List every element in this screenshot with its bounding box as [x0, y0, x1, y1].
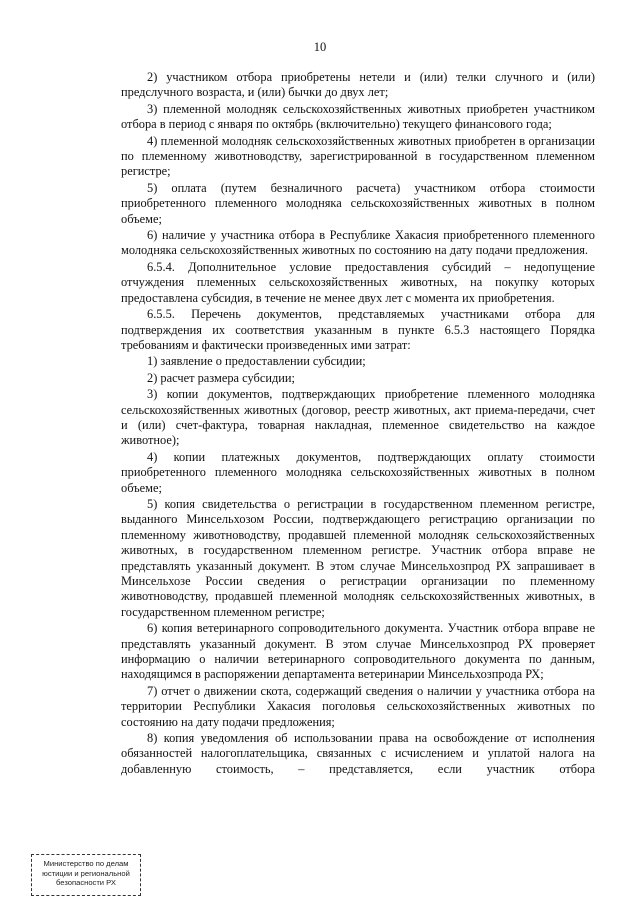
paragraph-item-2: 2) участником отбора приобретены нетели и (или) телки случного и (или) предслучного возраста, и (или) бычки до двух лет; [121, 70, 595, 100]
doc-list-item-2: 2) расчет размера субсидии; [147, 370, 295, 385]
paragraph-item-3: 3) племенной молодняк сельскохозяйственных животных приобретен участником отбора в период с января по октябрь (включительно) текущего финансового года; [121, 101, 595, 132]
doc-list-item-3: 3) копии документов, подтверждающих приобретение племенного молодняка сельскохозяйственных животных (договор, реестр животных, акт приема-передачи, счет и (или) счет-фактура, товарная накладная, племенное свидетельство на каждое животное); [121, 387, 595, 448]
doc-list-item-1: 1) заявление о предоставлении субсидии; [147, 354, 366, 369]
stamp-line: Министерство по делам [43, 859, 129, 868]
ministry-stamp [31, 854, 141, 896]
document-body [121, 70, 595, 778]
doc-list-item-6: 6) копия ветеринарного сопроводительного документа. Участник отбора вправе не представлять указанный документ. В этом случае Минсельхозпрод РХ проверяет информацию о наличии ветеринарного сопроводительного документа по данным, находящимся в распоряжении департамента ветеринарии Минсельхозпрода РХ; [121, 621, 595, 682]
stamp-line: юстиции и региональной [42, 868, 130, 878]
paragraph-item-4: 4) племенной молодняк сельскохозяйственных животных приобретен в организации по племенному животноводству, зарегистрированной в государственном племенном регистре; [121, 133, 595, 179]
paragraph-6-5-4: 6.5.4. Дополнительное условие предоставления субсидий – недопущение отчуждения племенных сельскохозяйственных животных, на покупку которых предоставлена субсидия, в течение не менее двух лет с момента их приобретения. [121, 259, 595, 305]
doc-list-item-8: 8) копия уведомления об использовании права на освобождение от исполнения обязанностей налогоплательщика, связанных с исчислением и уплатой налога на добавленную стоимость, – представляется, если участник отбора [121, 731, 595, 776]
paragraph-item-5: 5) оплата (путем безналичного расчета) участником отбора стоимости приобретенного племенного молодняка сельскохозяйственных животных в полном объеме; [121, 180, 595, 226]
doc-list-item-4: 4) копии платежных документов, подтверждающих оплату стоимости приобретенного племенного молодняка сельскохозяйственных животных в полном объеме; [121, 449, 595, 495]
doc-list-item-5: 5) копия свидетельства о регистрации в государственном племенном регистре, выданного Минсельхозом России, подтверждающего регистрацию организации по племенному животноводству, продавшей племенной молодняк сельскохозяйственных животных, в государственном племенном регистре. Участник отбора вправе не представлять указанный документ. В этом случае Минсельхозпрод РХ запрашивает в Минсельхозе России сведения о регистрации организации по племенному животноводству, продавшей племенной молодняк сельскохозяйственных животных, в государственном племенном регистре; [121, 496, 595, 619]
stamp-line: безопасности РХ [56, 878, 116, 887]
page-number: 10 [313, 40, 327, 54]
doc-list-item-7: 7) отчет о движении скота, содержащий сведения о наличии у участника отбора на территории Республики Хакасия поголовья сельскохозяйственных животных по состоянию на дату подачи предложения; [121, 683, 595, 729]
paragraph-6-5-5: 6.5.5. Перечень документов, представляемых участниками отбора для подтверждения их соответствия указанным в пункте 6.5.3 настоящего Порядка требованиям и фактически произведенных ими затрат: [121, 307, 595, 352]
paragraph-item-6: 6) наличие у участника отбора в Республике Хакасия приобретенного племенного молодняка сельскохозяйственных животных по состоянию на дату подачи предложения. [121, 228, 595, 258]
